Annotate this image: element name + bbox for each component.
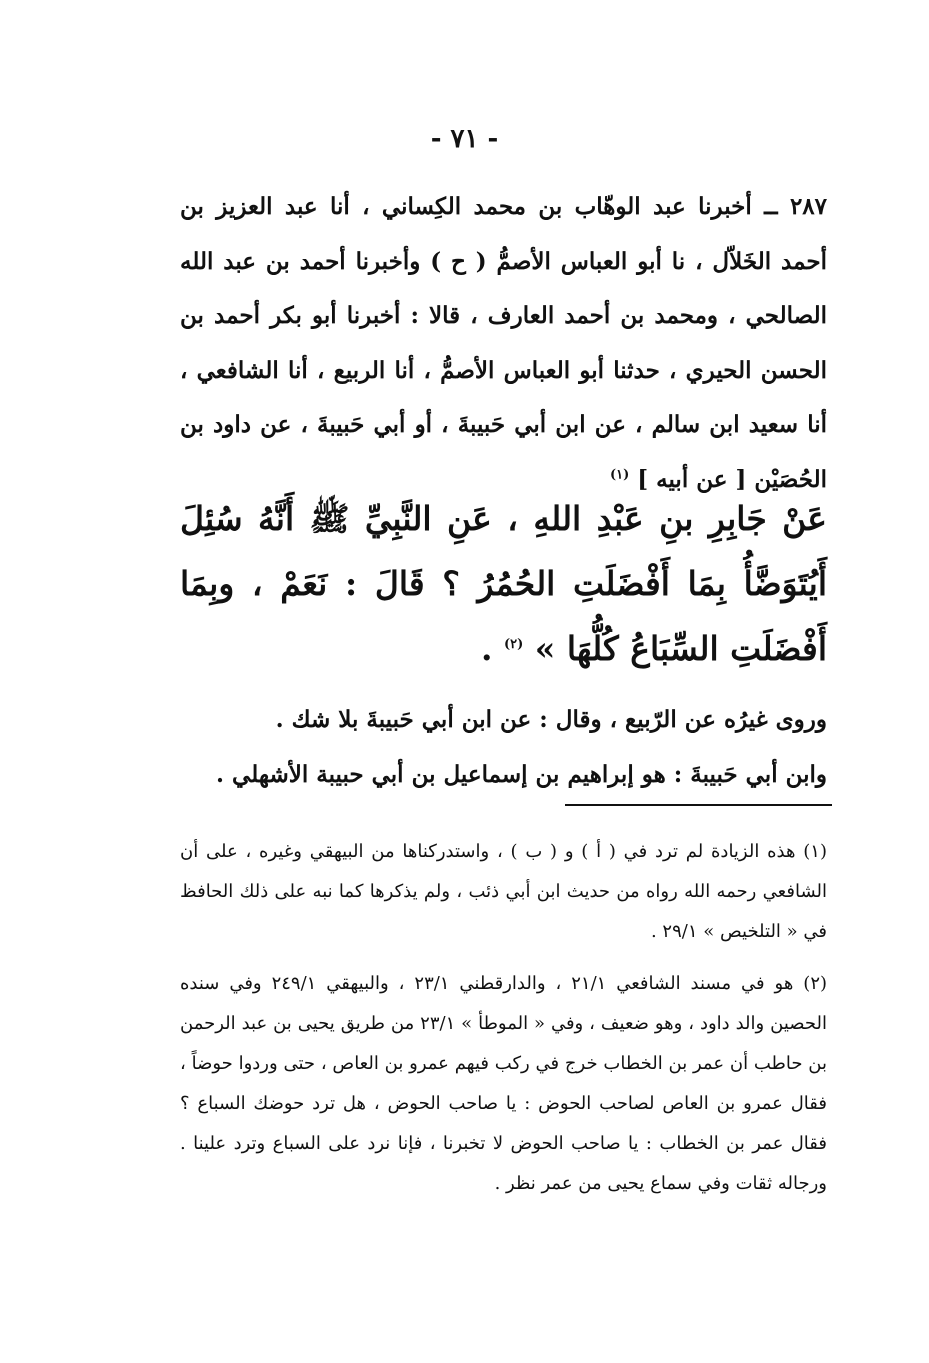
page-number: - ٧١ - [430, 124, 499, 154]
footnote-ref-2: (٢) [503, 637, 524, 652]
footnote-2: (٢) هو في مسند الشافعي ٢١/١ ، والدارقطني ٢٣/١ ، والبيهقي ٢٤٩/١ وفي سنده الحصين والد داود ، وهو ضعيف ، وفي « الموطأ » ٢٣/١ من طريق يحيى بن عبد الرحمن بن حاطب أن عمر بن الخطاب خرج في ركب فيهم عمرو بن العاص ، حتى وردوا حوضاً ، فقال عمرو بن العاص لصاحب الحوض : يا صاحب الحوض ، هل ترد حوضك السباع ؟ فقال عمر بن الخطاب : يا صاحب الحوض لا تخبرنا ، فإنا نرد على السباع وترد علينا . ورجاله ثقات وفي سماع يحيى من عمر نظر . [180, 973, 828, 1194]
hadith-end: . [480, 629, 493, 668]
isnad-closing: [ عن أبيه ] [637, 465, 747, 493]
narration-line-2: وابن أبي حَبيبةَ : هو إبراهيم بن إسماعيل بن أبي حبيبة الأشهلي . [216, 761, 827, 788]
narration-block [180, 692, 827, 802]
isnad-text: ٢٨٧ ــ أخبرنا عبد الوهّاب بن محمد الكِساني ، أنا عبد العزيز بن أحمد الخَلاّل ، نا أبو العباس الأصمُّ ( ح ) وأخبرنا أحمد بن عبد الله الصالحي ، ومحمد بن أحمد العارف ، قالا : أخبرنا أبو بكر أحمد بن الحسن الحيري ، حدثنا أبو العباس الأصمُّ ، أنا الربيع ، أنا الشافعي ، أنا سعيد ابن سالم ، عن ابن أبي حَبيبةَ ، أو أبي حَبيبةَ ، عن داود بن الحُصَيْن [180, 193, 827, 493]
isnad-paragraph [180, 180, 827, 507]
footnotes-section [180, 832, 827, 1216]
narration-line-1: وروى غيرُه عن الرّبيع ، وقال : عن ابن أبي حَبيبةَ بلا شك . [275, 706, 827, 733]
footnote-1: (١) هذه الزيادة لم ترد في ( أ ) و ( ب ) ، واستدركناها من البيهقي وغيره ، على أن الشافعي رحمه الله رواه من حديث ابن أبي ذئب ، ولم يذكرها كما نبه على ذلك الحافظ في « التلخيص » ٢٩/١ . [180, 841, 827, 942]
footnote-ref-1: (١) [609, 466, 630, 482]
footnote-divider [565, 804, 832, 806]
hadith-text: عَنْ جَابِرِ بنِ عَبْدِ اللهِ ، عَنِ النَّبِيِّ ﷺ أَنَّهُ سُئِلَ أَيُتَوَضَّأُ بِمَا أَفْضَلَتِ الحُمُرُ ؟ قَالَ : نَعَمْ ، وبِمَا أَفْضَلَتِ السِّبَاعُ كُلُّهَا » [180, 499, 827, 668]
hadith-matn [180, 486, 827, 681]
